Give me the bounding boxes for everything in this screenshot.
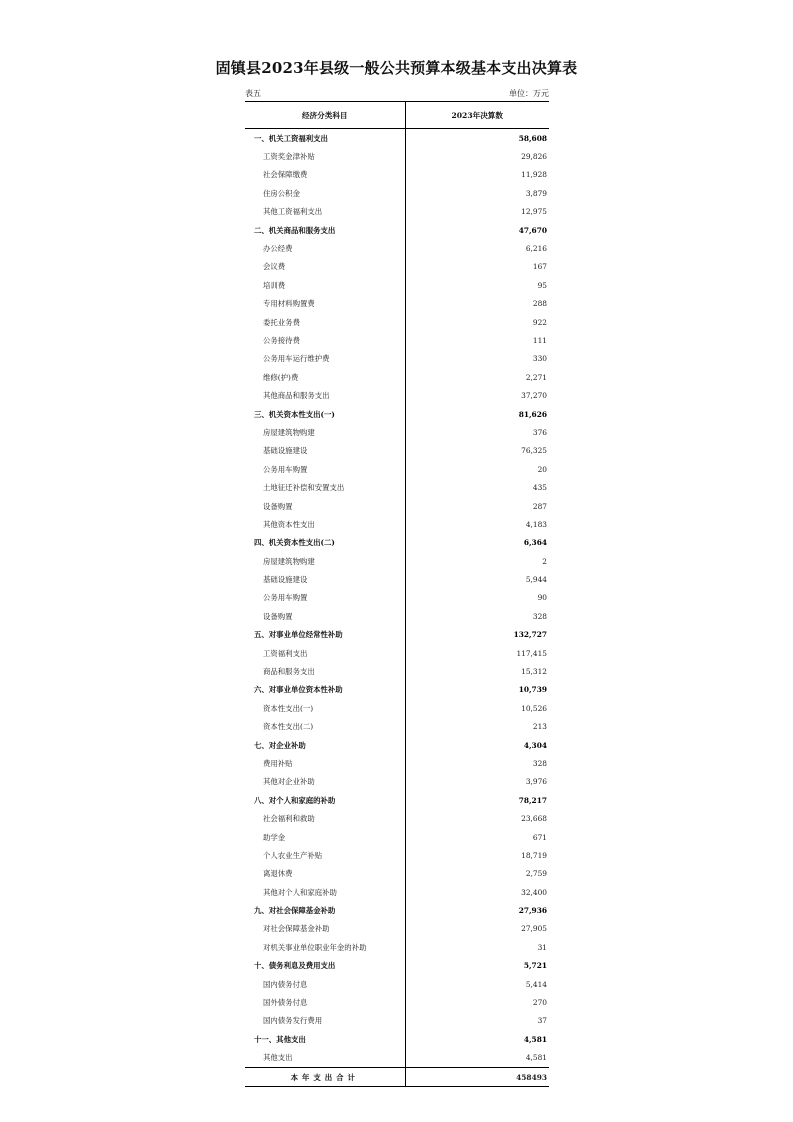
category-item-row	[245, 442, 549, 460]
row-amount: 132,727	[513, 630, 547, 640]
row-category-name: 公务接待费	[245, 331, 405, 349]
category-item-row	[245, 718, 549, 736]
table-body	[245, 129, 549, 1068]
category-item-row	[245, 515, 549, 533]
row-amount: 27,905	[521, 924, 547, 934]
category-item-row	[245, 865, 549, 883]
category-item-row	[245, 295, 549, 313]
row-category-name: 社会保障缴费	[245, 166, 405, 184]
category-group-row	[245, 1030, 549, 1048]
row-amount: 90	[537, 593, 547, 603]
category-item-row	[245, 478, 549, 496]
row-amount: 5,414	[525, 979, 547, 989]
category-group-row	[245, 791, 549, 809]
row-category-name: 四、机关资本性支出(二)	[245, 534, 405, 552]
row-amount: 922	[532, 317, 547, 327]
row-amount: 4,304	[523, 740, 547, 750]
row-amount: 10,526	[521, 703, 547, 713]
row-category-name: 房屋建筑物购建	[245, 552, 405, 570]
row-category-name: 基础设施建设	[245, 442, 405, 460]
category-item-row	[245, 589, 549, 607]
row-amount: 76,325	[521, 446, 547, 456]
table-meta	[245, 88, 549, 100]
row-amount: 5,944	[525, 575, 547, 585]
category-group-row	[245, 534, 549, 552]
row-category-name: 土地征迁补偿和安置支出	[245, 478, 405, 496]
category-item-row	[245, 570, 549, 588]
row-category-name: 其他支出	[245, 1049, 405, 1068]
category-group-row	[245, 129, 549, 148]
category-item-row	[245, 1012, 549, 1030]
row-category-name: 公务用车运行维护费	[245, 350, 405, 368]
row-amount: 5,721	[523, 961, 547, 971]
row-category-name: 二、机关商品和服务支出	[245, 221, 405, 239]
category-item-row	[245, 460, 549, 478]
row-category-name: 九、对社会保障基金补助	[245, 901, 405, 919]
row-category-name: 其他工资福利支出	[245, 203, 405, 221]
row-category-name: 对机关事业单位职业年金的补助	[245, 938, 405, 956]
row-category-name: 资本性支出(一)	[245, 699, 405, 717]
row-category-name: 国内债务发行费用	[245, 1012, 405, 1030]
row-category-name: 十一、其他支出	[245, 1030, 405, 1048]
row-amount: 15,312	[521, 667, 547, 677]
row-amount: 6,364	[523, 538, 547, 548]
row-amount: 4,581	[525, 1053, 547, 1063]
header-amount: 2023年决算数	[405, 102, 549, 129]
row-category-name: 公务用车购置	[245, 460, 405, 478]
row-amount: 20	[537, 464, 547, 474]
category-item-row	[245, 1049, 549, 1068]
row-amount: 37,270	[521, 391, 547, 401]
row-category-name: 设备购置	[245, 497, 405, 515]
table-header-row	[245, 102, 549, 129]
row-amount: 29,826	[521, 152, 547, 162]
row-category-name: 委托业务费	[245, 313, 405, 331]
category-item-row	[245, 754, 549, 772]
page-title: 固镇县2023年县级一般公共预算本级基本支出决算表	[215, 59, 578, 77]
row-amount: 18,719	[521, 850, 547, 860]
category-item-row	[245, 828, 549, 846]
row-amount: 2	[542, 556, 547, 566]
total-label: 本年支出合计	[245, 1067, 405, 1086]
row-amount: 47,670	[518, 225, 547, 235]
row-amount: 4,183	[525, 519, 547, 529]
row-category-name: 国外债务付息	[245, 993, 405, 1011]
category-group-row	[245, 736, 549, 754]
category-item-row	[245, 920, 549, 938]
category-item-row	[245, 368, 549, 386]
category-item-row	[245, 699, 549, 717]
row-category-name: 基础设施建设	[245, 570, 405, 588]
row-amount: 328	[532, 758, 547, 768]
category-item-row	[245, 975, 549, 993]
row-amount: 671	[532, 832, 547, 842]
row-amount: 32,400	[521, 887, 547, 897]
row-category-name: 三、机关资本性支出(一)	[245, 405, 405, 423]
row-category-name: 六、对事业单位资本性补助	[245, 681, 405, 699]
row-amount: 328	[532, 611, 547, 621]
category-group-row	[245, 681, 549, 699]
row-category-name: 五、对事业单位经常性补助	[245, 626, 405, 644]
row-category-name: 会议费	[245, 258, 405, 276]
row-category-name: 七、对企业补助	[245, 736, 405, 754]
header-category: 经济分类科目	[245, 102, 405, 129]
row-category-name: 国内债务付息	[245, 975, 405, 993]
category-item-row	[245, 809, 549, 827]
row-category-name: 维修(护)费	[245, 368, 405, 386]
row-category-name: 其他对企业补助	[245, 773, 405, 791]
row-amount: 330	[532, 354, 547, 364]
category-item-row	[245, 993, 549, 1011]
category-item-row	[245, 552, 549, 570]
row-amount: 167	[532, 262, 547, 272]
category-item-row	[245, 313, 549, 331]
row-amount: 288	[532, 299, 547, 309]
row-amount: 27,936	[518, 906, 547, 916]
row-category-name: 专用材料购置费	[245, 295, 405, 313]
category-item-row	[245, 147, 549, 165]
total-row	[245, 1067, 549, 1086]
row-category-name: 社会福利和救助	[245, 809, 405, 827]
category-group-row	[245, 405, 549, 423]
row-amount: 287	[532, 501, 547, 511]
row-category-name: 十、债务利息及费用支出	[245, 957, 405, 975]
category-item-row	[245, 239, 549, 257]
row-category-name: 工资福利支出	[245, 644, 405, 662]
category-group-row	[245, 626, 549, 644]
category-item-row	[245, 166, 549, 184]
row-category-name: 其他对个人和家庭补助	[245, 883, 405, 901]
category-group-row	[245, 221, 549, 239]
row-amount: 10,739	[518, 685, 547, 695]
category-item-row	[245, 350, 549, 368]
row-amount: 435	[532, 483, 547, 493]
category-group-row	[245, 957, 549, 975]
row-amount: 376	[532, 427, 547, 437]
category-item-row	[245, 331, 549, 349]
row-category-name: 办公经费	[245, 239, 405, 257]
row-amount: 81,626	[518, 409, 547, 419]
category-item-row	[245, 773, 549, 791]
row-category-name: 工资奖金津补贴	[245, 147, 405, 165]
row-amount: 213	[532, 722, 547, 732]
category-item-row	[245, 386, 549, 404]
row-category-name: 设备购置	[245, 607, 405, 625]
row-amount: 2,759	[525, 869, 547, 879]
row-amount: 4,581	[523, 1034, 547, 1044]
row-amount: 3,879	[525, 188, 547, 198]
total-value: 458493	[405, 1067, 549, 1086]
category-item-row	[245, 258, 549, 276]
row-category-name: 房屋建筑物购建	[245, 423, 405, 441]
category-item-row	[245, 846, 549, 864]
row-category-name: 培训费	[245, 276, 405, 294]
row-amount: 2,271	[525, 372, 547, 382]
category-item-row	[245, 184, 549, 202]
row-category-name: 八、对个人和家庭的补助	[245, 791, 405, 809]
row-category-name: 对社会保障基金补助	[245, 920, 405, 938]
row-category-name: 其他资本性支出	[245, 515, 405, 533]
row-category-name: 一、机关工资福利支出	[245, 129, 405, 148]
category-item-row	[245, 662, 549, 680]
category-item-row	[245, 607, 549, 625]
category-item-row	[245, 423, 549, 441]
row-category-name: 费用补贴	[245, 754, 405, 772]
row-amount: 23,668	[521, 814, 547, 824]
row-amount: 78,217	[518, 795, 547, 805]
row-category-name: 商品和服务支出	[245, 662, 405, 680]
row-category-name: 个人农业生产补贴	[245, 846, 405, 864]
row-amount: 37	[537, 1016, 547, 1026]
row-amount: 58,608	[518, 133, 547, 143]
row-amount: 12,975	[521, 207, 547, 217]
category-item-row	[245, 276, 549, 294]
category-group-row	[245, 901, 549, 919]
row-category-name: 助学金	[245, 828, 405, 846]
row-amount: 31	[537, 942, 547, 952]
row-amount: 11,928	[521, 170, 547, 180]
category-item-row	[245, 497, 549, 515]
table-number: 表五	[245, 89, 261, 98]
row-category-name: 资本性支出(二)	[245, 718, 405, 736]
row-amount: 117,415	[516, 648, 547, 658]
unit-label: 单位：万元	[509, 89, 549, 98]
category-item-row	[245, 883, 549, 901]
row-amount: 3,976	[525, 777, 547, 787]
row-amount: 6,216	[525, 244, 547, 254]
row-amount: 95	[537, 280, 547, 290]
category-item-row	[245, 203, 549, 221]
category-item-row	[245, 644, 549, 662]
expenditure-table	[245, 101, 549, 1087]
row-category-name: 其他商品和服务支出	[245, 386, 405, 404]
row-amount: 270	[532, 998, 547, 1008]
row-category-name: 公务用车购置	[245, 589, 405, 607]
category-item-row	[245, 938, 549, 956]
row-category-name: 离退休费	[245, 865, 405, 883]
row-amount: 111	[532, 335, 547, 345]
row-category-name: 住房公积金	[245, 184, 405, 202]
